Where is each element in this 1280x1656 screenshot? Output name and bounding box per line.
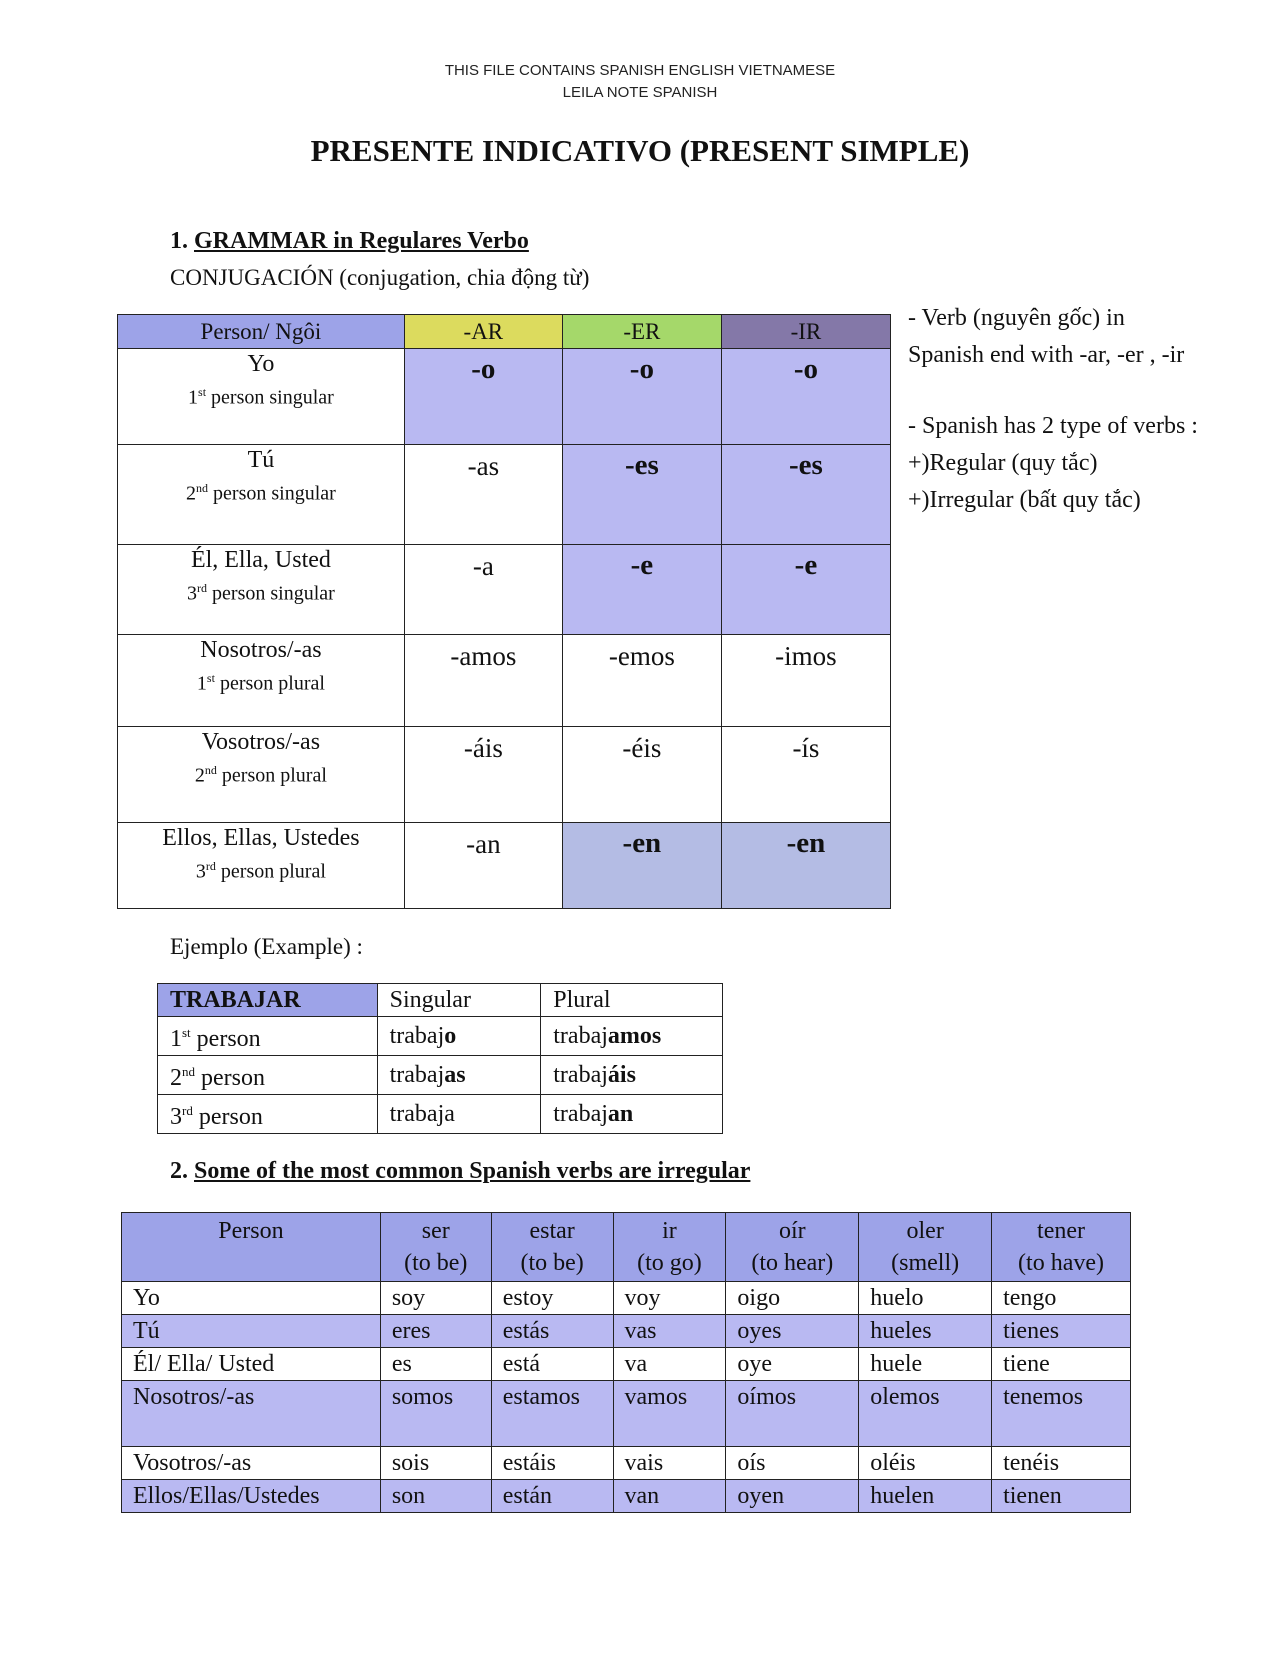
example-row — [158, 1017, 723, 1056]
note-verb-endings: - Verb (nguyên gốc) in Spanish end with -ar, -er , -ir — [908, 305, 1185, 368]
ending-ar: -an — [404, 823, 562, 909]
irregular-cell: eres — [380, 1315, 491, 1348]
irregular-cell: están — [491, 1480, 613, 1513]
section-1-number: 1. — [170, 228, 188, 254]
irregular-row — [122, 1315, 1131, 1348]
conjugation-row — [118, 349, 891, 445]
irregular-row — [122, 1480, 1131, 1513]
irregular-cell: vas — [613, 1315, 726, 1348]
example-plural: trabajáis — [541, 1056, 723, 1095]
person-cell — [118, 823, 405, 909]
header-line-2: LEILA NOTE SPANISH — [562, 84, 718, 101]
example-header-singular: Singular — [377, 984, 541, 1017]
person-name: Nosotros/-as — [200, 637, 322, 663]
example-person: 3rd person — [158, 1095, 378, 1134]
section-2-heading — [170, 1158, 750, 1185]
person-cell — [118, 545, 405, 635]
note-regular: +)Regular (quy tắc) — [908, 450, 1098, 476]
ending-ir: -e — [721, 545, 890, 635]
section-2-title: Some of the most common Spanish verbs are irregular — [194, 1158, 751, 1184]
irregular-person: Vosotros/-as — [122, 1447, 381, 1480]
irregular-cell: huele — [859, 1348, 992, 1381]
section-2-number: 2. — [170, 1158, 188, 1184]
person-desc: 1st person plural — [196, 671, 325, 695]
conjugation-header-row — [118, 315, 891, 349]
irregular-header-estar: estar (to be) — [491, 1213, 613, 1282]
irregular-row — [122, 1282, 1131, 1315]
conjugation-row — [118, 823, 891, 909]
person-desc: 3rd person plural — [195, 859, 326, 883]
person-desc: 2nd person singular — [186, 481, 336, 505]
irregular-cell: van — [613, 1480, 726, 1513]
irregular-cell: sois — [380, 1447, 491, 1480]
irregular-verbs-table — [121, 1212, 1131, 1513]
irregular-cell: tengo — [992, 1282, 1131, 1315]
ending-ar: -áis — [404, 727, 562, 823]
irregular-header-person: Person — [122, 1213, 381, 1282]
person-desc: 1st person singular — [188, 385, 334, 409]
irregular-cell: hueles — [859, 1315, 992, 1348]
person-desc: 2nd person plural — [194, 763, 327, 787]
irregular-cell: vamos — [613, 1381, 726, 1447]
ending-ar: -as — [404, 445, 562, 545]
ending-er: -es — [562, 445, 721, 545]
example-row — [158, 1095, 723, 1134]
irregular-row — [122, 1348, 1131, 1381]
irregular-cell: estamos — [491, 1381, 613, 1447]
ending-ar: -amos — [404, 635, 562, 727]
verb-notes — [908, 300, 1198, 519]
ending-ir: -es — [721, 445, 890, 545]
irregular-person: Él/ Ella/ Usted — [122, 1348, 381, 1381]
ending-ar: -a — [404, 545, 562, 635]
person-cell — [118, 727, 405, 823]
header-ar: -AR — [404, 315, 562, 349]
ending-er: -e — [562, 545, 721, 635]
irregular-person: Tú — [122, 1315, 381, 1348]
person-desc: 3rd person singular — [187, 581, 335, 605]
irregular-cell: está — [491, 1348, 613, 1381]
person-cell — [118, 445, 405, 545]
ending-er: -éis — [562, 727, 721, 823]
irregular-cell: huelen — [859, 1480, 992, 1513]
irregular-header-oler: oler (smell) — [859, 1213, 992, 1282]
ending-er: -o — [562, 349, 721, 445]
irregular-cell: oyes — [726, 1315, 859, 1348]
irregular-cell: son — [380, 1480, 491, 1513]
irregular-cell: oigo — [726, 1282, 859, 1315]
irregular-cell: tiene — [992, 1348, 1131, 1381]
example-plural: trabajamos — [541, 1017, 723, 1056]
irregular-cell: estáis — [491, 1447, 613, 1480]
section-1-title: GRAMMAR in Regulares Verbo — [194, 228, 529, 254]
irregular-cell: tienen — [992, 1480, 1131, 1513]
conjugation-row — [118, 727, 891, 823]
example-plural: trabajan — [541, 1095, 723, 1134]
example-label: Ejemplo (Example) : — [170, 934, 363, 959]
irregular-cell: estás — [491, 1315, 613, 1348]
ending-ir: -en — [721, 823, 890, 909]
example-header-row — [158, 984, 723, 1017]
conjugation-row — [118, 445, 891, 545]
irregular-header-tener: tener (to have) — [992, 1213, 1131, 1282]
section-1-heading — [170, 228, 529, 255]
irregular-person: Yo — [122, 1282, 381, 1315]
conjugation-table — [117, 314, 891, 909]
person-name: Vosotros/-as — [201, 729, 321, 755]
irregular-cell: olemos — [859, 1381, 992, 1447]
ending-ir: -o — [721, 349, 890, 445]
person-name: Ellos, Ellas, Ustedes — [162, 825, 360, 851]
ending-ir: -ís — [721, 727, 890, 823]
example-person: 2nd person — [158, 1056, 378, 1095]
section-1-subheading: CONJUGACIÓN (conjugation, chia động từ) — [170, 265, 590, 290]
irregular-cell: va — [613, 1348, 726, 1381]
irregular-cell: vais — [613, 1447, 726, 1480]
page-title: PRESENTE INDICATIVO (PRESENT SIMPLE) — [310, 133, 970, 168]
irregular-person: Ellos/Ellas/Ustedes — [122, 1480, 381, 1513]
irregular-cell: estoy — [491, 1282, 613, 1315]
header-person: Person/ Ngôi — [118, 315, 405, 349]
person-name: Él, Ella, Usted — [190, 547, 331, 573]
person-name: Yo — [247, 351, 275, 377]
irregular-cell: oye — [726, 1348, 859, 1381]
example-singular: trabajo — [377, 1017, 541, 1056]
person-name: Tú — [247, 447, 275, 473]
example-person: 1st person — [158, 1017, 378, 1056]
example-table — [157, 983, 723, 1134]
irregular-person: Nosotros/-as — [122, 1381, 381, 1447]
irregular-cell: tenemos — [992, 1381, 1131, 1447]
irregular-header-ir: ir (to go) — [613, 1213, 726, 1282]
person-cell — [118, 635, 405, 727]
irregular-cell: somos — [380, 1381, 491, 1447]
irregular-header-ser: ser (to be) — [380, 1213, 491, 1282]
irregular-cell: oímos — [726, 1381, 859, 1447]
irregular-cell: oyen — [726, 1480, 859, 1513]
conjugation-row — [118, 545, 891, 635]
conjugation-row — [118, 635, 891, 727]
note-irregular: +)Irregular (bất quy tắc) — [908, 487, 1141, 513]
header-ir: -IR — [721, 315, 890, 349]
irregular-cell: tienes — [992, 1315, 1131, 1348]
irregular-cell: oís — [726, 1447, 859, 1480]
irregular-cell: tenéis — [992, 1447, 1131, 1480]
header-line-1: THIS FILE CONTAINS SPANISH ENGLISH VIETNAMESE — [444, 62, 836, 79]
ending-er: -emos — [562, 635, 721, 727]
irregular-header-row — [122, 1213, 1131, 1282]
irregular-cell: es — [380, 1348, 491, 1381]
ending-ir: -imos — [721, 635, 890, 727]
ending-ar: -o — [404, 349, 562, 445]
header-er: -ER — [562, 315, 721, 349]
example-singular: trabajas — [377, 1056, 541, 1095]
example-row — [158, 1056, 723, 1095]
irregular-row — [122, 1381, 1131, 1447]
irregular-cell: huelo — [859, 1282, 992, 1315]
example-verb: TRABAJAR — [158, 984, 378, 1017]
irregular-cell: oléis — [859, 1447, 992, 1480]
ending-er: -en — [562, 823, 721, 909]
irregular-header-oir: oír (to hear) — [726, 1213, 859, 1282]
irregular-cell: soy — [380, 1282, 491, 1315]
example-singular: trabaja — [377, 1095, 541, 1134]
irregular-row — [122, 1447, 1131, 1480]
person-cell — [118, 349, 405, 445]
irregular-cell: voy — [613, 1282, 726, 1315]
example-header-plural: Plural — [541, 984, 723, 1017]
note-verb-types: - Spanish has 2 type of verbs : — [908, 413, 1198, 439]
